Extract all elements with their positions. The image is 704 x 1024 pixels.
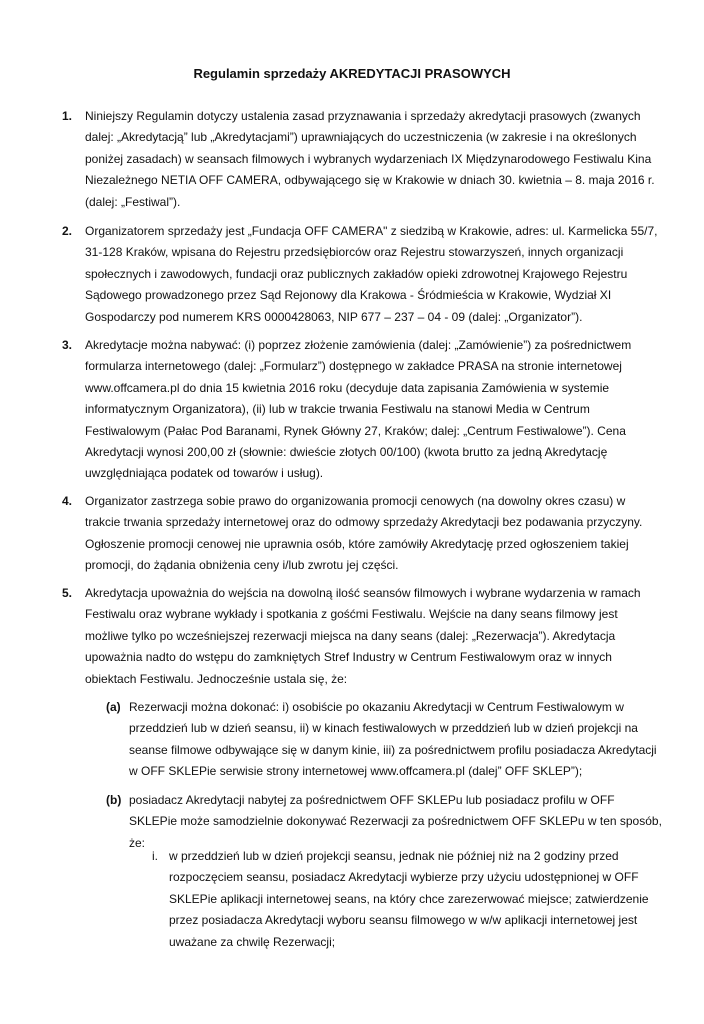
subitem-text: Rezerwacji można dokonać: i) osobiście po okazaniu Akredytacji w Centrum Festiwalowym w przeddzień lub w dzień seansu, ii) w kinach festiwalowych w przeddzień lub w dzień projekcji na seanse filmowe odbywające się w danym kinie, iii) za pośrednictwem profilu posiadacza Akredytacji w OFF SKLEPie serwisie strony internetowej www.offcamera.pl (dalej” OFF SKLEP”); [129, 700, 657, 779]
paragraph-number: 5. [62, 586, 73, 600]
subsubitem-text: w przeddzień lub w dzień projekcji seansu, jednak nie później niż na 2 godziny przed rozpoczęciem seansu, posiadacz Akredytacji wybierze przy użyciu udostępnionej w OFF SKLEPie aplikacji internetowej seans, na który chce zarezerwować miejsce; zatwierdzenie przez posiadacza Akredytacji wyboru seansu filmowego w w/w aplikacji internetowej jest uważane za chwilę Rezerwacji; [169, 849, 649, 949]
subitem-label: (b) [106, 793, 122, 807]
subsubitem-label: i. [152, 849, 158, 863]
subitem-b [106, 790, 662, 854]
paragraph-number: 3. [62, 338, 73, 352]
paragraph-number: 2. [62, 224, 73, 238]
paragraph-number: 4. [62, 494, 73, 508]
paragraph-1 [62, 106, 662, 213]
subsubitem-i [152, 846, 662, 953]
subitem-label: (a) [106, 700, 121, 714]
paragraph-text: Niniejszy Regulamin dotyczy ustalenia zasad przyznawania i sprzedaży akredytacji prasowych (zwanych dalej: „Akredytacją” lub „Akredytacjami”) uprawniających do uczestniczenia (w zakresie i na określonych poniżej zasadach) w seansach filmowych i wybranych wydarzeniach IX Międzynarodowego Festiwalu Kina Niezależnego NETIA OFF CAMERA, odbywającego się w Krakowie w dniach 30. kwietnia – 8. maja 2016 r. (dalej: „Festiwal”). [85, 109, 655, 209]
paragraph-3 [62, 335, 662, 485]
paragraph-text: Organizatorem sprzedaży jest „Fundacja OFF CAMERA" z siedzibą w Krakowie, adres: ul. Karmelicka 55/7, 31-128 Kraków, wpisana do Rejestru przedsiębiorców oraz Rejestru stowarzyszeń, innych organizacji społecznych i zawodowych, fundacji oraz publicznych zakładów opieki zdrowotnej Krajowego Rejestru Sądowego prowadzonego przez Sąd Rejonowy dla Krakowa - Śródmieścia w Krakowie, Wydział XI Gospodarczy pod numerem KRS 0000428063, NIP 677 – 237 – 04 - 09 (dalej: „Organizator”). [85, 224, 658, 324]
paragraph-text: Akredytacja upoważnia do wejścia na dowolną ilość seansów filmowych i wybrane wydarzenia w ramach Festiwalu oraz wybrane wykłady i spotkania z gośćmi Festiwalu. Wejście na dany seans filmowy jest możliwe tylko po wcześniejszej rezerwacji miejsca na dany seans (dalej: „Rezerwacja”). Akredytacja upoważnia nadto do wstępu do zamkniętych Stref Industry w Centrum Festiwalowym oraz w innych obiektach Festiwalu. Jednocześnie ustala się, że: [85, 586, 641, 686]
paragraph-4 [62, 491, 662, 577]
paragraph-2 [62, 221, 662, 328]
paragraph-5 [62, 583, 662, 690]
subitem-a [106, 697, 662, 783]
page-title: Regulamin sprzedaży AKREDYTACJI PRASOWYCH [193, 66, 511, 81]
subitem-text: posiadacz Akredytacji nabytej za pośrednictwem OFF SKLEPu lub posiadacz profilu w OFF SKLEPie może samodzielnie dokonywać Rezerwacji za pośrednictwem OFF SKLEPu w ten sposób, że: [129, 793, 662, 850]
paragraph-text: Akredytacje można nabywać: (i) poprzez złożenie zamówienia (dalej: „Zamówienie”) za pośrednictwem formularza internetowego (dalej: „Formularz”) dostępnego w zakładce PRASA na stronie internetowej www.offcamera.pl do dnia 15 kwietnia 2016 roku (decyduje data zapisania Zamówienia w systemie informatycznym Organizatora), (ii) lub w trakcie trwania Festiwalu na stanowi Media w Centrum Festiwalowym (Pałac Pod Baranami, Rynek Główny 27, Kraków; dalej: „Centrum Festiwalowe”). Cena Akredytacji wynosi 200,00 zł (słownie: dwieście złotych 00/100) (kwota brutto za jedną Akredytację uwzględniająca podatek od towarów i usług). [85, 338, 632, 481]
paragraph-number: 1. [62, 109, 73, 123]
paragraph-text: Organizator zastrzega sobie prawo do organizowania promocji cenowych (na dowolny okres czasu) w trakcie trwania sprzedaży internetowej oraz do odmowy sprzedaży Akredytacji bez podawania przyczyny. Ogłoszenie promocji cenowej nie uprawnia osób, które zamówiły Akredytację przed ogłoszeniem takiej promocji, do żądania obniżenia ceny i/lub zwrotu jej części. [85, 494, 643, 573]
